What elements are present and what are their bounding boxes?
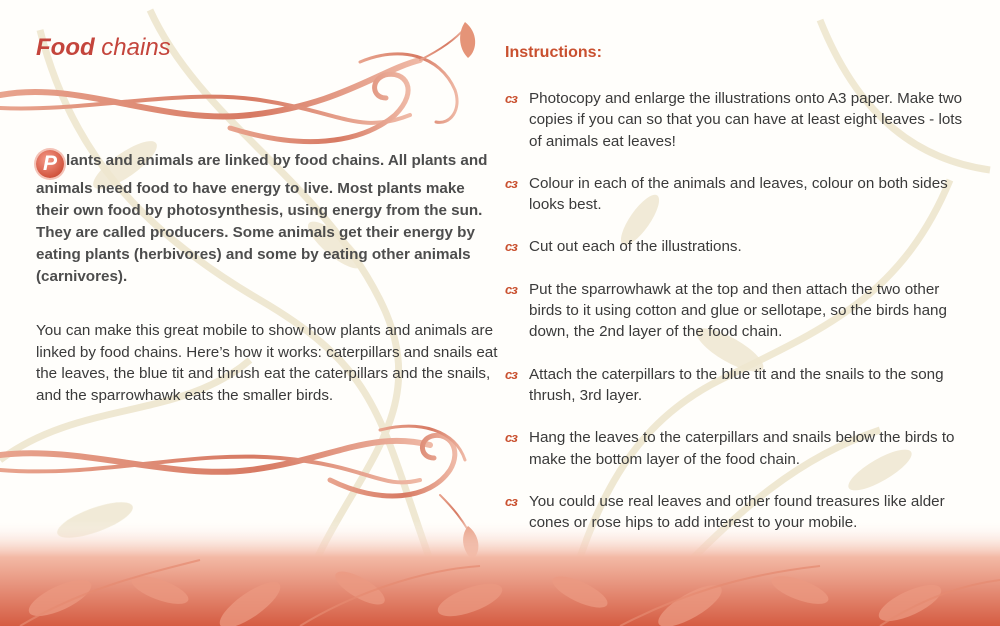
dropcap-badge: P xyxy=(36,150,64,178)
instruction-step xyxy=(505,279,965,343)
title-bold: Food xyxy=(36,34,95,61)
instruction-text: Colour in each of the animals and leaves, colour on both sides looks best. xyxy=(529,174,948,214)
top-leaf xyxy=(460,22,475,58)
instruction-step xyxy=(505,173,965,216)
middle-swirl-ornament xyxy=(0,426,468,530)
instructions-heading: Instructions: xyxy=(505,44,602,61)
instruction-step xyxy=(505,88,965,152)
swirl-bullet-icon: cз xyxy=(505,91,517,106)
page-title xyxy=(36,34,171,62)
swirl-bullet-icon: cз xyxy=(505,281,517,297)
instructions-list xyxy=(505,88,965,554)
intro-paragraph xyxy=(36,150,498,288)
instruction-text: Cut out each of the illustrations. xyxy=(529,238,742,256)
instruction-text: Put the sparrowhawk at the top and then attach the two other birds to it using cotton and glue or sellotape, so the birds hang down, the 2nd layer of the food chain. xyxy=(529,280,947,341)
instruction-text: Attach the caterpillars to the blue tit and the snails to the song thrush, 3rd layer. xyxy=(529,365,944,404)
instruction-text: Photocopy and enlarge the illustrations onto A3 paper. Make two copies if you can so that you can have at least eight leaves - lots of animals eat leaves! xyxy=(529,90,963,150)
intro-text: lants and animals are linked by food chains. All plants and animals need food to have energy to live. Most plants make their own food by photosynthesis, using energy from the sun. They are called producers. Some animals get their energy by eating plants (herbivores) and some by eating other animals (carnivores). xyxy=(36,152,488,285)
instruction-step xyxy=(505,364,965,407)
swirl-bullet-icon: cз xyxy=(505,493,517,509)
instruction-step xyxy=(505,427,965,470)
instruction-step xyxy=(505,236,965,257)
instruction-step xyxy=(505,491,965,534)
swirl-bullet-icon: cз xyxy=(505,430,517,446)
instruction-text: You could use real leaves and other found treasures like alder cones or rose hips to add interest to your mobile. xyxy=(529,492,945,532)
instruction-text: Hang the leaves to the caterpillars and snails below the birds to make the bottom layer of the food chain. xyxy=(529,429,955,468)
swirl-bullet-icon: cз xyxy=(505,366,517,382)
body-paragraph: You can make this great mobile to show how plants and animals are linked by food chains. Here’s how it works: caterpillars and snails eat the leaves, the blue tit and thrush eat the caterpillars and the snails, and the sparrowhawk eats the smaller birds. xyxy=(36,322,498,404)
swirl-bullet-icon: cз xyxy=(505,175,517,191)
swirl-bullet-icon: cз xyxy=(505,239,517,255)
title-rest: chains xyxy=(94,34,171,61)
